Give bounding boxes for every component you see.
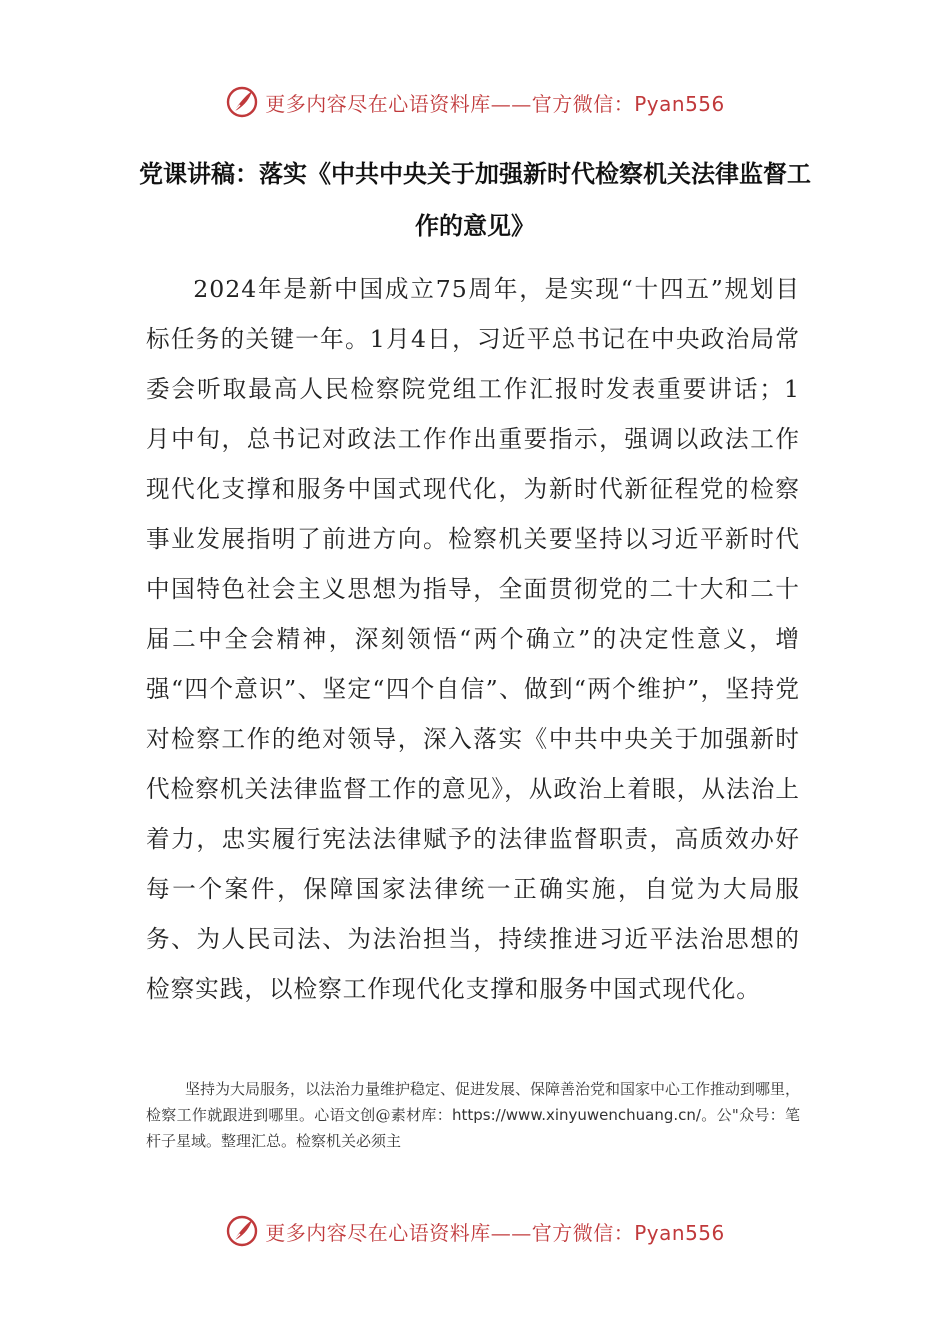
- quill-pen-icon: [225, 1214, 259, 1248]
- wechat-id: Pyan556: [634, 1220, 725, 1245]
- watermark-header: [0, 82, 950, 122]
- quill-pen-icon: [225, 85, 259, 119]
- watermark-footer: [0, 1211, 950, 1251]
- watermark-header-content: [225, 85, 725, 119]
- watermark-text: [265, 1217, 725, 1246]
- watermark-footer-content: [225, 1214, 725, 1248]
- watermark-text: [265, 88, 725, 117]
- wechat-id: Pyan556: [634, 91, 725, 116]
- footnote-text-start: 坚持为大局服务，以法治力量维护稳定、促进发展、保障善治党和国家中心工作推动到哪里，检察工作就跟进到哪里。心语文创@素材库：: [146, 1080, 801, 1124]
- body-paragraph: 2024年是新中国成立75周年，是实现“十四五”规划目标任务的关键一年。1月4日，习近平总书记在中央政治局常委会听取最高人民检察院党组工作汇报时发表重要讲话；1月中旬，总书记对政法工作作出重要指示，强调以政法工作现代化支撑和服务中国式现代化，为新时代新征程党的检察事业发展指明了前进方向。检察机关要坚持以习近平新时代中国特色社会主义思想为指导，全面贯彻党的二十大和二十届二中全会精神，深刻领悟“两个确立”的决定性意义，增强“四个意识”、坚定“四个自信”、做到“两个维护”，坚持党对检察工作的绝对领导，深入落实《中共中央关于加强新时代检察机关法律监督工作的意见》，从政治上着眼，从法治上着力，忠实履行宪法法律赋予的法律监督职责，高质效办好每一个案件，保障国家法律统一正确实施，自觉为大局服务、为人民司法、为法治担当，持续推进习近平法治思想的检察实践，以检察工作现代化支撑和服务中国式现代化。: [146, 275, 800, 1003]
- watermark-label: 更多内容尽在心语资料库——官方微信：: [265, 91, 635, 116]
- watermark-label: 更多内容尽在心语资料库——官方微信：: [265, 1220, 635, 1245]
- document-title: 党课讲稿：落实《中共中央关于加强新时代检察机关法律监督工作的意见》: [139, 160, 811, 240]
- footnote-url: https://www.xinyuwenchuang.cn/: [452, 1106, 701, 1124]
- footnote-text-end: 。公"众号：笔杆子星域。整理汇总。检察机关必须主: [146, 1106, 800, 1150]
- footnote-excerpt: [146, 1076, 800, 1154]
